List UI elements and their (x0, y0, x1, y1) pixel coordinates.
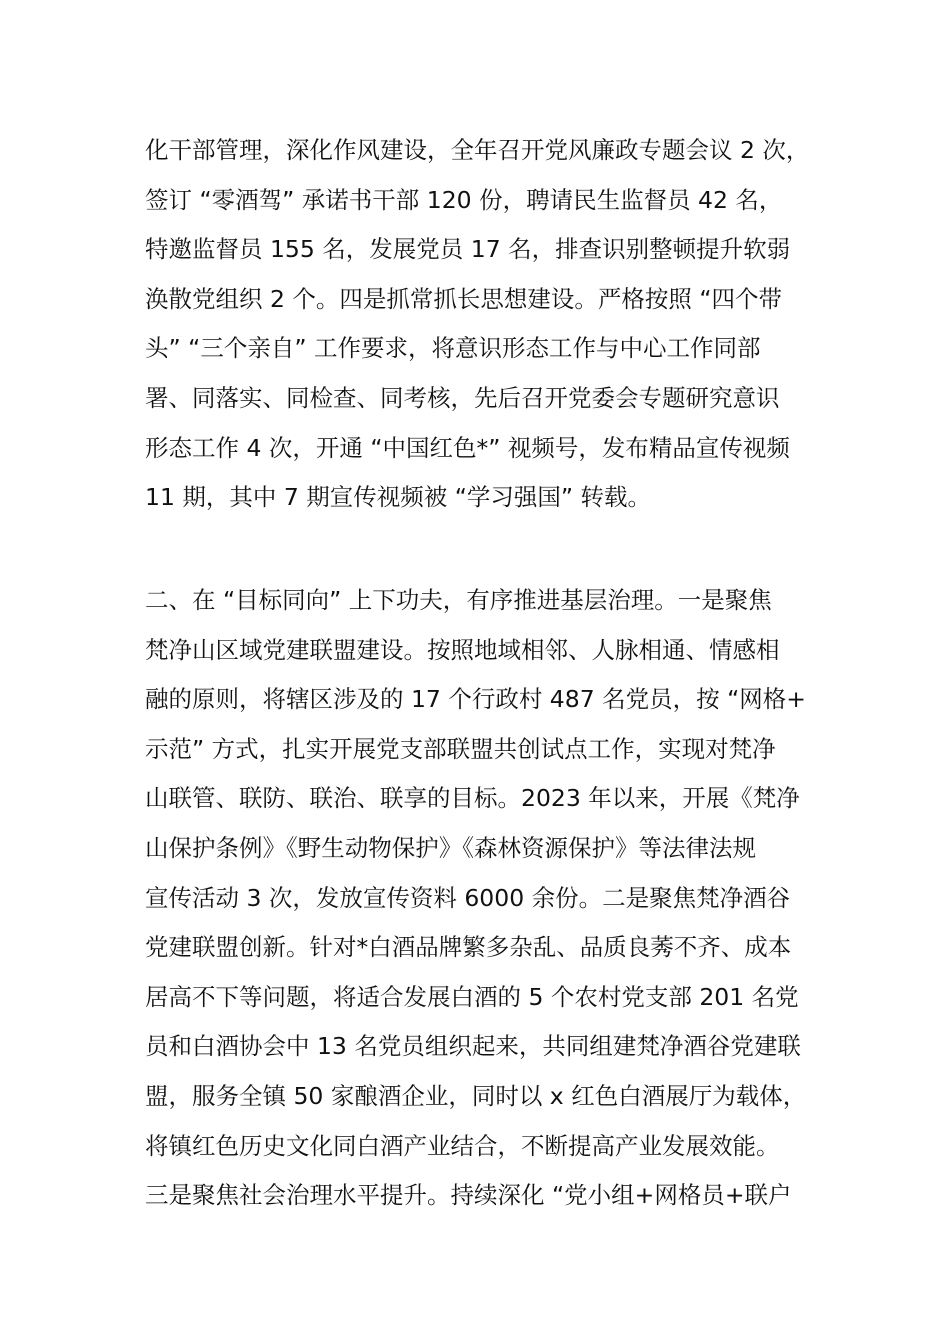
text-line: 化干部管理，深化作风建设，全年召开党风廉政专题会议 2 次， (145, 136, 810, 164)
text-line: 头” “三个亲自” 工作要求，将意识形态工作与中心工作同部 (145, 334, 761, 363)
text-line: 将镇红色历史文化同白酒产业结合，不断提高产业发展效能。 (145, 1131, 780, 1160)
text-line: 宣传活动 3 次，发放宣传资料 6000 余份。二是聚焦梵净酒谷 (145, 883, 791, 912)
text-line: 二、在 “目标同向” 上下功夫，有序推进基层治理。一是聚焦 (145, 586, 772, 614)
text-line: 居高不下等问题，将适合发展白酒的 5 个农村党支部 201 名党 (145, 982, 799, 1011)
text-line: 示范” 方式，扎实开展党支部联盟共创试点工作，实现对梵净 (145, 734, 776, 763)
paragraph-2 (145, 576, 825, 1221)
text-line: 涣散党组织 2 个。四是抓常抓长思想建设。严格按照 “四个带 (145, 284, 783, 313)
text-line: 三是聚焦社会治理水平提升。持续深化 “党小组+网格员+联户 (145, 1181, 792, 1210)
text-line: 11 期，其中 7 期宣传视频被 “学习强国” 转载。 (145, 483, 652, 512)
text-line: 特邀监督员 155 名，发展党员 17 名，排查识别整顿提升软弱 (145, 235, 791, 264)
text-line: 党建联盟创新。针对*白酒品牌繁多杂乱、品质良莠不齐、成本 (145, 933, 792, 962)
text-line: 署、同落实、同检查、同考核，先后召开党委会专题研究意识 (145, 383, 780, 412)
text-line: 盟，服务全镇 50 家酿酒企业，同时以 x 红色白酒展厅为载体， (145, 1081, 807, 1110)
text-line: 员和白酒协会中 13 名党员组织起来，共同组建梵净酒谷党建联 (145, 1032, 801, 1061)
text-line: 签订 “零酒驾” 承诺书干部 120 份，聘请民生监督员 42 名， (145, 185, 783, 214)
text-line: 山保护条例》《野生动物保护》《森林资源保护》等法律法规 (145, 833, 756, 862)
text-line: 融的原则，将辖区涉及的 17 个行政村 487 名党员，按 “网格+ (145, 685, 806, 714)
paragraph-1 (145, 126, 825, 523)
text-line: 形态工作 4 次，开通 “中国红色*” 视频号，发布精品宣传视频 (145, 433, 790, 462)
text-line: 山联管、联防、联治、联享的目标。2023 年以来，开展《梵净 (145, 784, 800, 813)
text-line: 梵净山区域党建联盟建设。按照地域相邻、人脉相通、情感相 (145, 635, 780, 664)
